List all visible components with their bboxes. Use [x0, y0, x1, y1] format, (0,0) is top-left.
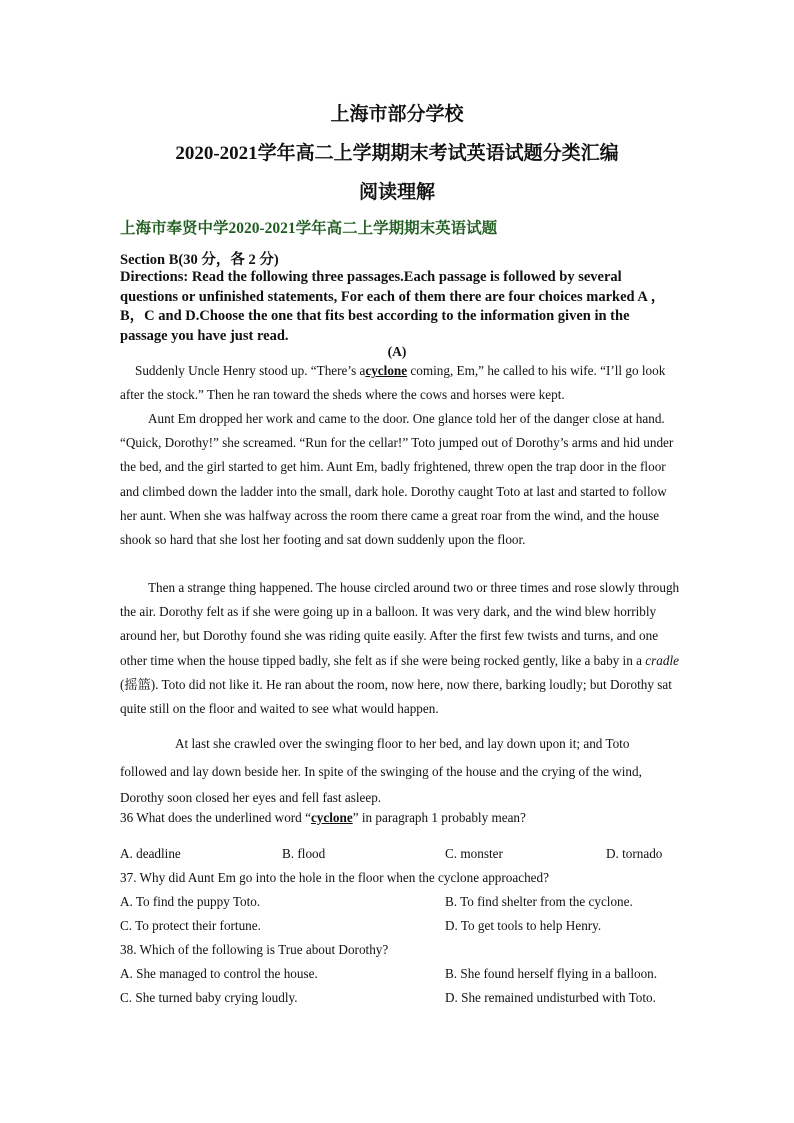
question-36-stem	[120, 810, 526, 826]
question-38-stem: 38. Which of the following is True about Dorothy?	[120, 942, 389, 957]
question-38-option-c: C. She turned baby crying loudly.	[120, 990, 298, 1005]
question-37-option-b: B. To find shelter from the cyclone.	[445, 894, 633, 909]
header-line-1: 上海市部分学校	[330, 104, 464, 125]
question-38-option-b: B. She found herself flying in a balloon.	[445, 966, 658, 981]
paragraph-3-text-b: (摇篮). Toto did not like it. He ran about the room, now here, now there, barking loudly; but Dorothy sat quite still on the floor and waited to see what would happen.	[120, 676, 672, 717]
header-line-2: 2020-2021学年高二上学期期末考试英语试题分类汇编	[175, 143, 619, 164]
question-37-option-c: C. To protect their fortune.	[120, 918, 261, 933]
question-36-option-a: A. deadline	[120, 846, 181, 861]
paragraph-3	[120, 576, 680, 721]
directions: Directions: Read the following three passages.Each passage is followed by several questions or unfinished statements, For each of them there are four choices marked A ，B，C and D.Choose the one that fits best according to the information given in the passage you have just read.	[120, 269, 666, 344]
exam-subtitle: 上海市奉贤中学2020-2021学年高二上学期期末英语试题	[120, 220, 498, 237]
question-36-option-d: D. tornado	[606, 846, 663, 861]
paragraph-1	[120, 359, 680, 407]
question-38-option-d: D. She remained undisturbed with Toto.	[445, 990, 656, 1005]
paragraph-2: Aunt Em dropped her work and came to the door. One glance told her of the danger close at hand. “Quick, Dorothy!” she screamed. “Run for the cellar!” Toto jumped out of Dorothy’s arms and hid under the bed, and the girl started to get him. Aunt Em, badly frightened, threw open the trap door in the floor and climbed down the ladder into the small, dark hole. Dorothy caught Toto at last and started to follow her aunt. When she was halfway across the room there came a great roar from the wind, and the house shook so hard that she lost her footing and sat down suddenly upon the floor.	[120, 411, 674, 548]
paragraph-1-text-a: Suddenly Uncle Henry stood up. “There’s a	[135, 363, 366, 378]
paragraph-4-first-line: At last she crawled over the swinging floor to her bed, and lay down upon it; and Toto	[175, 736, 630, 751]
paragraph-4	[120, 731, 680, 811]
question-36-underlined-word: cyclone	[310, 810, 353, 825]
question-36-stem-b: ” in paragraph 1 probably mean?	[352, 810, 526, 825]
question-36-option-b: B. flood	[282, 846, 326, 861]
underlined-word-cyclone: cyclone	[365, 363, 408, 378]
paragraph-4-rest: followed and lay down beside her. In spite of the swinging of the house and the crying of the wind, Dorothy soon closed her eyes and fell fast asleep.	[120, 764, 642, 805]
section-heading: Section B(30 分，各 2 分)	[120, 252, 279, 268]
paragraph-3-text-a: Then a strange thing happened. The house circled around two or three times and rose slowly through the air. Dorothy felt as if she were going up in a balloon. It was very dark, and the wind blew horribly around her, but Dorothy found she was riding quite easily. After the first few twists and turns, and one other time when the house tipped badly, she felt as if she were being rocked gently, like a baby in a	[120, 580, 680, 668]
question-37-option-a: A. To find the puppy Toto.	[120, 894, 261, 909]
question-38-option-a: A. She managed to control the house.	[120, 966, 318, 981]
paragraph-1-text-b: coming, Em,” he called to his wife. “I’ll go look after the stock.” Then he ran toward the sheds where the cows and horses were kept.	[120, 363, 666, 403]
question-37-option-d: D. To get tools to help Henry.	[445, 918, 602, 933]
question-36-stem-a: 36 What does the underlined word “	[120, 810, 311, 825]
question-37-stem: 37. Why did Aunt Em go into the hole in the floor when the cyclone approached?	[120, 870, 549, 885]
header-line-3: 阅读理解	[358, 182, 435, 203]
question-36-option-c: C. monster	[445, 846, 503, 861]
passage-marker: (A)	[387, 344, 407, 359]
italic-word-cradle: cradle	[645, 652, 679, 668]
